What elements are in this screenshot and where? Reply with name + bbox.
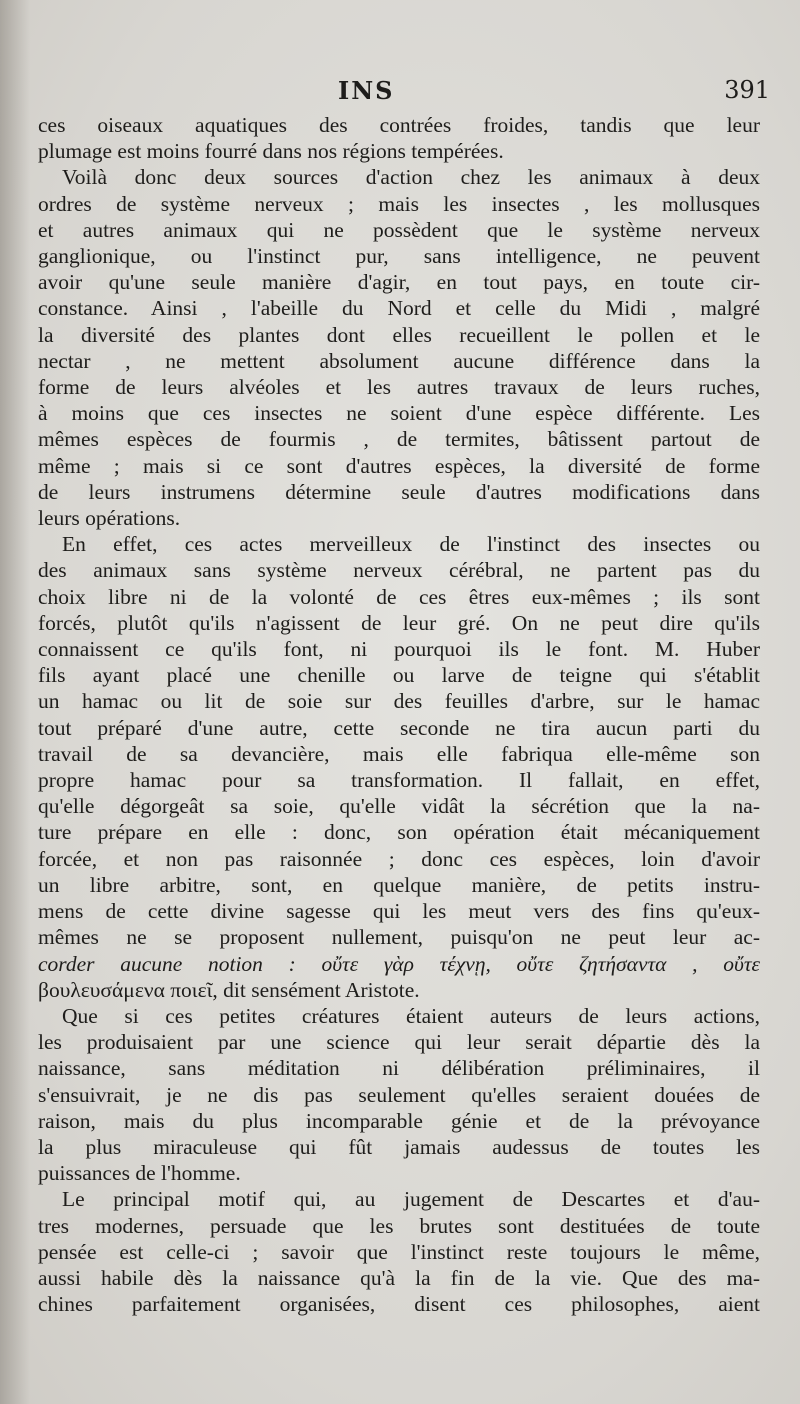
page-header <box>38 76 770 106</box>
text-line: des animaux sans système nerveux cérébral, ne partent pas du <box>38 558 760 583</box>
text-line: raison, mais du plus incomparable génie et de la prévoyance <box>38 1108 760 1133</box>
text-line: un hamac ou lit de soie sur des feuilles d'arbre, sur le hamac <box>38 689 760 714</box>
greek-quotation-line: βουλευσάμενα ποιεῖ, dit sensément Aristote. <box>38 977 420 1002</box>
text-line: qu'elle dégorgeât sa soie, qu'elle vidât la sécrétion que la na- <box>38 794 760 819</box>
text-line: et autres animaux qui ne possèdent que le système nerveux <box>38 217 760 242</box>
text-line: chines parfaitement organisées, disent ces philosophes, aient <box>38 1292 760 1317</box>
text-line: s'ensuivrait, je ne dis pas seulement qu'elles seraient douées de <box>38 1082 760 1107</box>
text-line: puissances de l'homme. <box>38 1161 241 1186</box>
paragraph-first-line: En effet, ces actes merveilleux de l'instinct des insectes ou <box>62 532 760 557</box>
text-line: ganglionique, ou l'instinct pur, sans intelligence, ne peuvent <box>38 244 760 269</box>
text-line: tout préparé d'une autre, cette seconde ne tira aucun parti du <box>38 715 760 740</box>
text-line: ture prépare en elle : donc, son opération était mécaniquement <box>38 820 760 845</box>
text-line: constance. Ainsi , l'abeille du Nord et celle du Midi , malgré <box>38 296 760 321</box>
text-line: avoir qu'une seule manière d'agir, en tout pays, en toute cir- <box>38 270 760 295</box>
text-line: aussi habile dès la naissance qu'à la fin de la vie. Que des ma- <box>38 1265 760 1290</box>
text-line: connaissent ce qu'ils font, ni pourquoi ils le font. M. Huber <box>38 637 760 662</box>
text-line: naissance, sans méditation ni délibération préliminaires, il <box>38 1056 760 1081</box>
paragraph-first-line: Le principal motif qui, au jugement de Descartes et d'au- <box>62 1187 760 1212</box>
paragraph-first-line: Voilà donc deux sources d'action chez les animaux à deux <box>62 165 760 190</box>
paragraph-first-line: Que si ces petites créatures étaient auteurs de leurs actions, <box>62 1003 760 1028</box>
text-line: les produisaient par une science qui leur serait départie dès la <box>38 1030 760 1055</box>
text-line: plumage est moins fourré dans nos régions tempérées. <box>38 139 504 164</box>
text-line: la plus miraculeuse qui fût jamais audessus de toutes les <box>38 1134 760 1159</box>
body-text <box>38 112 760 1317</box>
text-line: de leurs instrumens détermine seule d'autres modifications dans <box>38 479 760 504</box>
text-line: leurs opérations. <box>38 506 181 531</box>
text-line: la diversité des plantes dont elles recueillent le pollen et le <box>38 322 760 347</box>
text-line: ces oiseaux aquatiques des contrées froides, tandis que leur <box>38 113 760 137</box>
text-line: nectar , ne mettent absolument aucune différence dans la <box>38 348 760 373</box>
running-head: INS <box>338 76 395 105</box>
text-line: même ; mais si ce sont d'autres espèces, la diversité de forme <box>38 453 760 478</box>
text-line: choix libre ni de la volonté de ces êtres eux-mêmes ; ils sont <box>38 584 760 609</box>
greek-quotation-line: corder aucune notion : οὔτε γὰρ τέχνῃ, οὔτε ζητήσαντα , οὔτε <box>38 951 760 976</box>
text-line: mêmes ne se proposent nullement, puisqu'on ne peut leur ac- <box>38 925 760 950</box>
page-number: 391 <box>724 76 770 104</box>
text-line: ordres de système nerveux ; mais les insectes , les mollusques <box>38 191 760 216</box>
text-line: forcée, et non pas raisonnée ; donc ces espèces, loin d'avoir <box>38 846 760 871</box>
text-line: forme de leurs alvéoles et les autres travaux de leurs ruches, <box>38 375 760 400</box>
text-line: tres modernes, persuade que les brutes sont destituées de toute <box>38 1213 760 1238</box>
text-line: un libre arbitre, sont, en quelque manière, de petits instru- <box>38 872 760 897</box>
text-line: mens de cette divine sagesse qui les meut vers des fins qu'eux- <box>38 899 760 924</box>
text-line: mêmes espèces de fourmis , de termites, bâtissent partout de <box>38 427 760 452</box>
text-line: travail de sa devancière, mais elle fabriqua elle-même son <box>38 741 760 766</box>
text-line: fils ayant placé une chenille ou larve de teigne qui s'établit <box>38 663 760 688</box>
text-line: à moins que ces insectes ne soient d'une espèce différente. Les <box>38 401 760 426</box>
text-line: propre hamac pour sa transformation. Il fallait, en effet, <box>38 768 760 793</box>
text-line: pensée est celle-ci ; savoir que l'instinct reste toujours le même, <box>38 1239 760 1264</box>
text-line: forcés, plutôt qu'ils n'agissent de leur gré. On ne peut dire qu'ils <box>38 610 760 635</box>
